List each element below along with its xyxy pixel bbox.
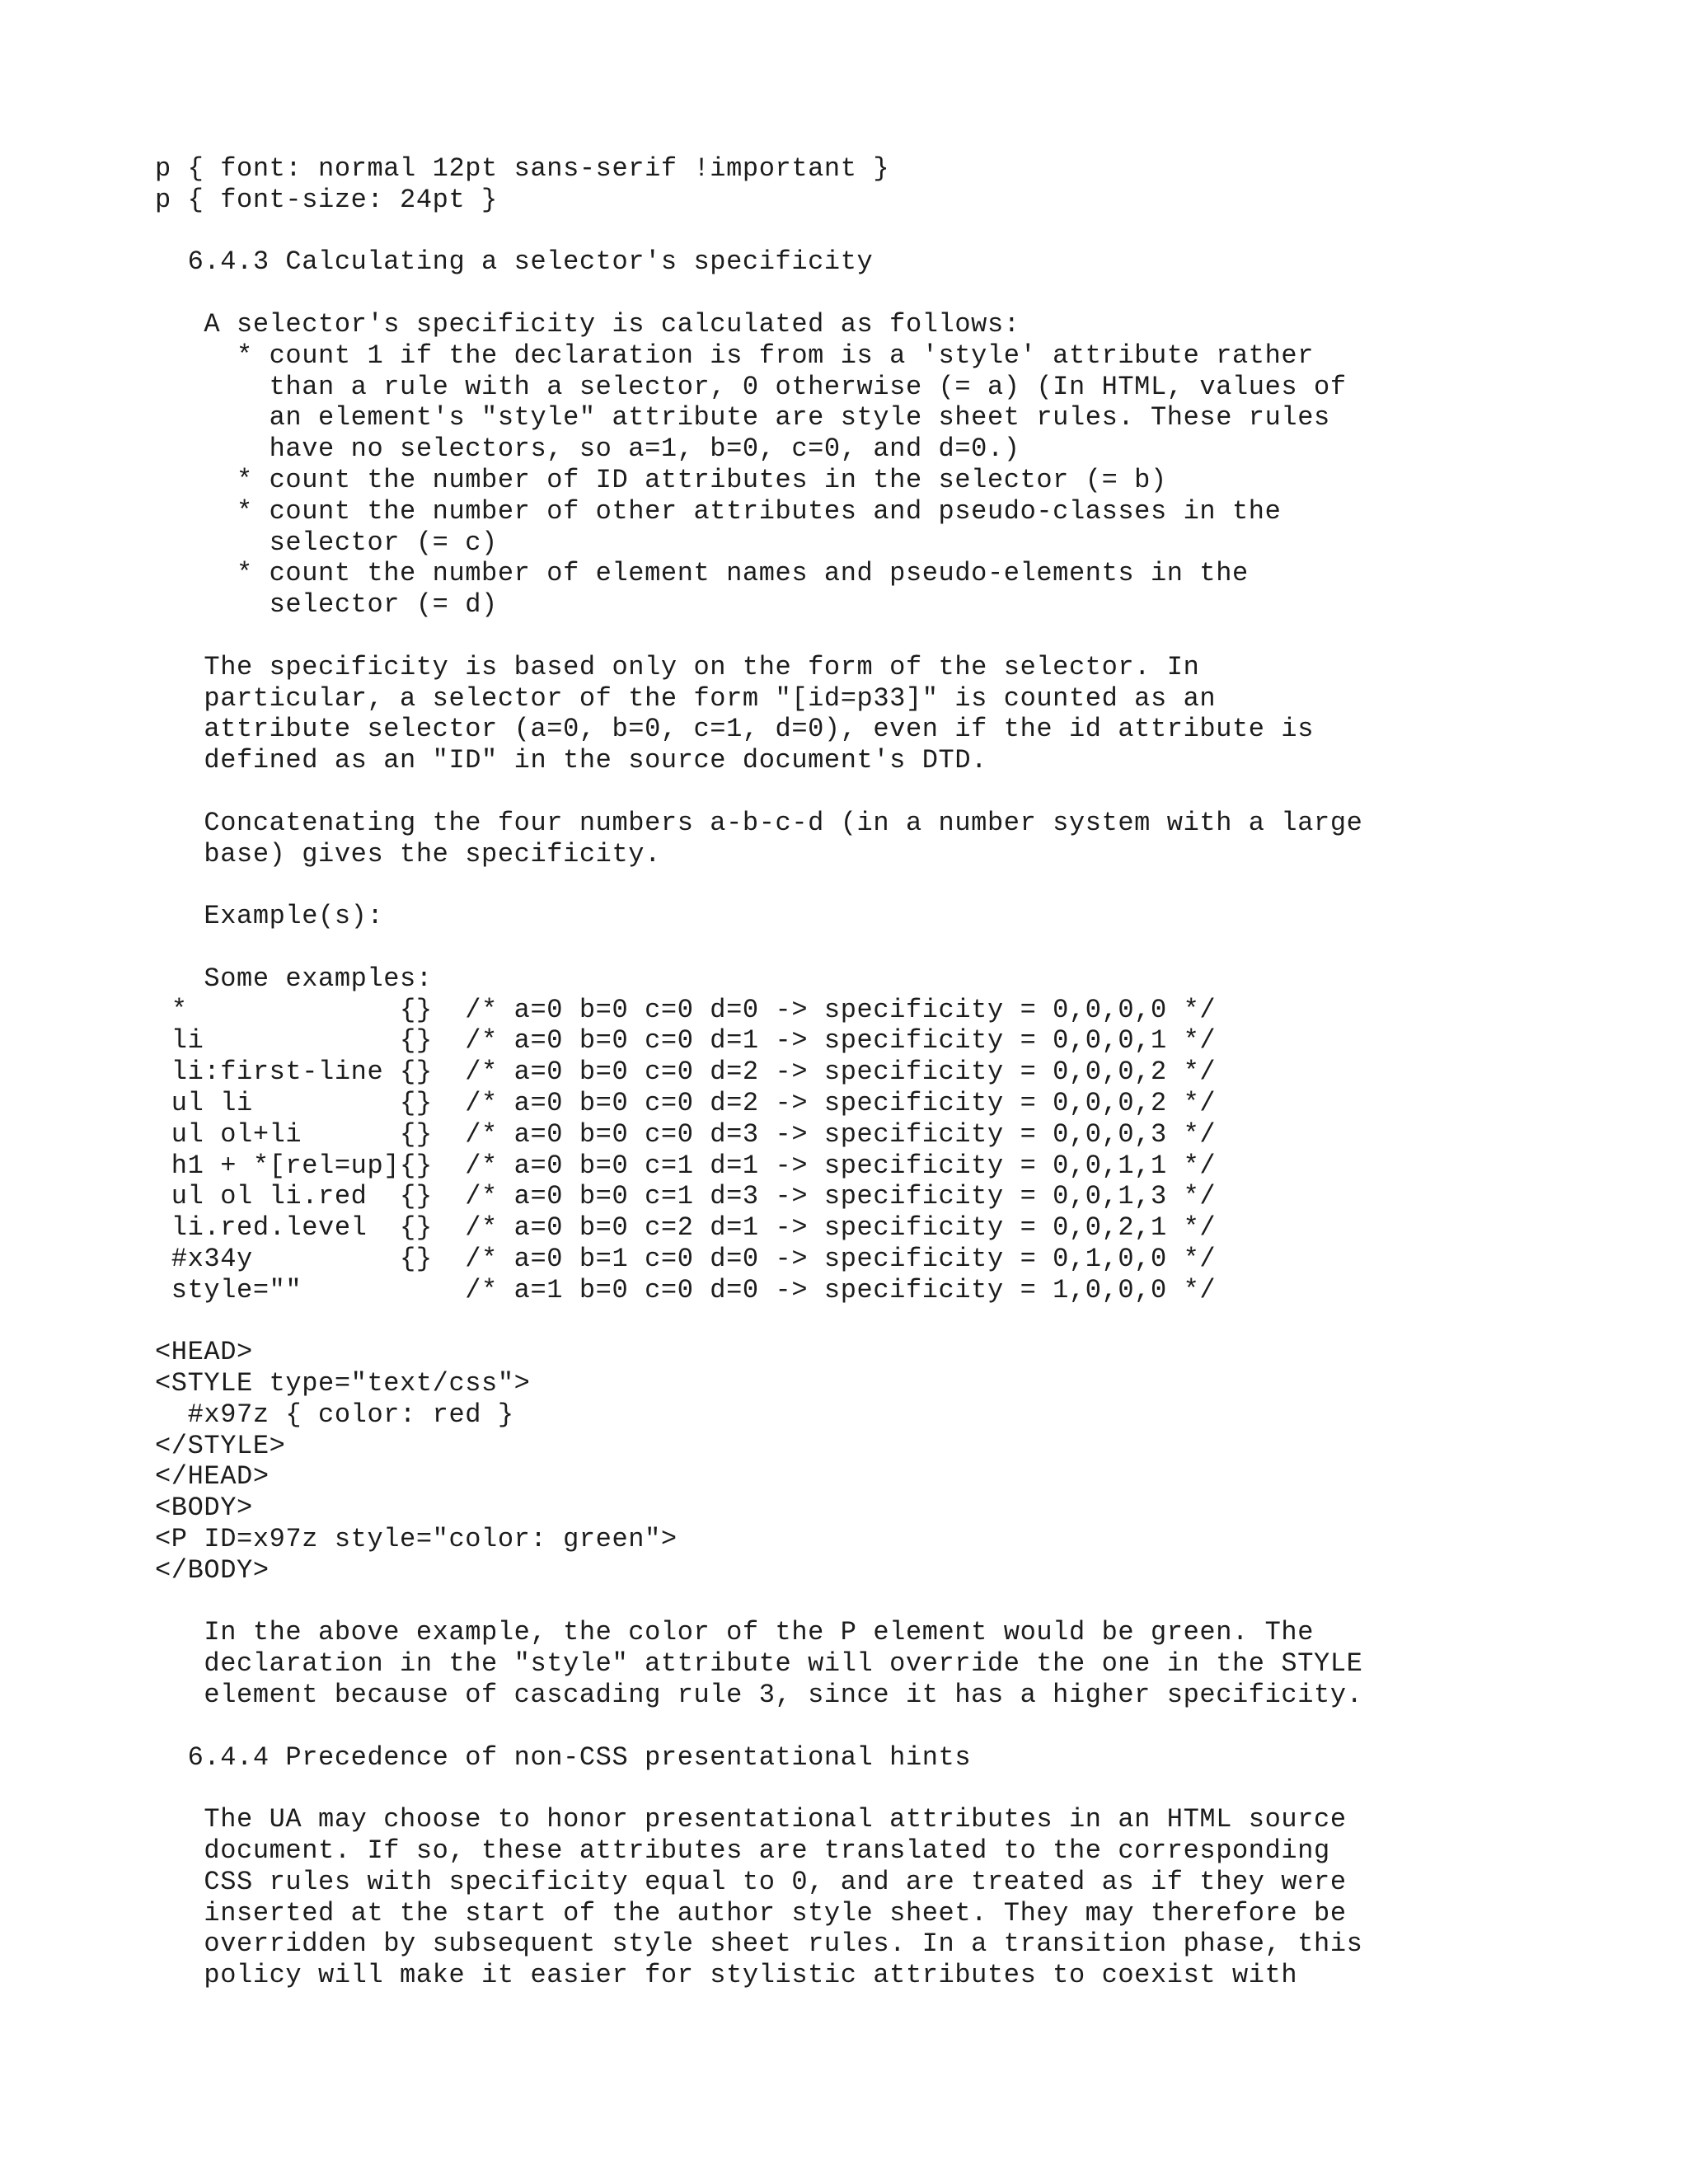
list-item-line: selector (= c): [155, 527, 498, 558]
code-line: #x97z { color: red }: [155, 1399, 514, 1430]
example-row: #x34y {} /* a=0 b=1 c=0 d=0 -> specificity = 0,1,0,0 */: [155, 1243, 1217, 1274]
example-row: ul ol+li {} /* a=0 b=0 c=0 d=3 -> specificity = 0,0,0,3 */: [155, 1118, 1217, 1150]
text-line: attribute selector (a=0, b=0, c=1, d=0), even if the id attribute is: [155, 714, 1315, 745]
code-line: <BODY>: [155, 1493, 253, 1524]
blank-line: [155, 621, 1639, 652]
list-item-line: selector (= d): [155, 589, 498, 621]
text-line: defined as an "ID" in the source document's DTD.: [155, 745, 987, 776]
list-item-line: an element's "style" attribute are style sheet rules. These rules: [155, 402, 1330, 434]
code-line: <HEAD>: [155, 1337, 253, 1368]
list-item-line: * count the number of other attributes and pseudo-classes in the: [155, 495, 1282, 527]
blank-line: [155, 1305, 1639, 1337]
text-line: policy will make it easier for stylistic attributes to coexist with: [155, 1960, 1298, 1991]
example-row: li.red.level {} /* a=0 b=0 c=2 d=1 -> specificity = 0,0,2,1 */: [155, 1212, 1217, 1244]
text-line: overridden by subsequent style sheet rules. In a transition phase, this: [155, 1929, 1363, 1960]
text-line: Concatenating the four numbers a-b-c-d (in a number system with a large: [155, 807, 1363, 838]
blank-line: [155, 776, 1639, 808]
code-line: </STYLE>: [155, 1430, 286, 1461]
blank-line: [155, 1773, 1639, 1804]
list-item-line: * count the number of element names and pseudo-elements in the: [155, 558, 1249, 589]
text-line: declaration in the "style" attribute will override the one in the STYLE: [155, 1648, 1363, 1680]
blank-line: [155, 278, 1639, 309]
code-line: p { font-size: 24pt }: [155, 184, 498, 215]
text-line: base) gives the specificity.: [155, 838, 661, 869]
text-line: document. If so, these attributes are translated to the corresponding: [155, 1835, 1330, 1867]
list-item-line: have no selectors, so a=1, b=0, c=0, and d=0.): [155, 434, 1020, 465]
text-line: A selector's specificity is calculated as follows:: [155, 308, 1020, 340]
text-line: The specificity is based only on the form of the selector. In: [155, 651, 1200, 682]
blank-line: [155, 1711, 1639, 1742]
blank-line: [155, 1586, 1639, 1618]
text-line: inserted at the start of the author style sheet. They may therefore be: [155, 1897, 1347, 1929]
example-row: ul ol li.red {} /* a=0 b=0 c=1 d=3 -> specificity = 0,0,1,3 */: [155, 1181, 1217, 1212]
text-line: In the above example, the color of the P element would be green. The: [155, 1617, 1315, 1648]
text-line: Some examples:: [155, 963, 433, 994]
text-line: CSS rules with specificity equal to 0, and are treated as if they were: [155, 1866, 1347, 1897]
text-line: Example(s):: [155, 901, 384, 932]
example-row: ul li {} /* a=0 b=0 c=0 d=2 -> specificity = 0,0,0,2 */: [155, 1087, 1217, 1118]
section-heading: 6.4.4 Precedence of non-CSS presentational hints: [155, 1741, 972, 1773]
code-line: </HEAD>: [155, 1461, 270, 1493]
code-line: </BODY>: [155, 1554, 270, 1586]
list-item-line: * count 1 if the declaration is from is a 'style' attribute rather: [155, 340, 1315, 371]
code-line: p { font: normal 12pt sans-serif !important }: [155, 153, 890, 184]
example-row: * {} /* a=0 b=0 c=0 d=0 -> specificity = 0,0,0,0 */: [155, 994, 1217, 1025]
text-line: particular, a selector of the form "[id=p33]" is counted as an: [155, 682, 1217, 714]
example-row: li:first-line {} /* a=0 b=0 c=0 d=2 -> specificity = 0,0,0,2 */: [155, 1057, 1217, 1088]
example-row: li {} /* a=0 b=0 c=0 d=1 -> specificity = 0,0,0,1 */: [155, 1025, 1217, 1057]
list-item-line: than a rule with a selector, 0 otherwise (= a) (In HTML, values of: [155, 371, 1347, 402]
code-line: <STYLE type="text/css">: [155, 1368, 531, 1399]
document-page: [155, 153, 1639, 1991]
blank-line: [155, 932, 1639, 963]
blank-line: [155, 216, 1639, 247]
list-item-line: * count the number of ID attributes in the selector (= b): [155, 464, 1167, 495]
example-row: style="" /* a=1 b=0 c=0 d=0 -> specificity = 1,0,0,0 */: [155, 1274, 1217, 1305]
example-row: h1 + *[rel=up]{} /* a=0 b=0 c=1 d=1 -> specificity = 0,0,1,1 */: [155, 1150, 1217, 1181]
code-line: <P ID=x97z style="color: green">: [155, 1524, 678, 1555]
blank-line: [155, 869, 1639, 901]
text-line: element because of cascading rule 3, since it has a higher specificity.: [155, 1680, 1363, 1711]
section-heading: 6.4.3 Calculating a selector's specificity: [155, 246, 874, 278]
text-line: The UA may choose to honor presentational attributes in an HTML source: [155, 1804, 1347, 1835]
